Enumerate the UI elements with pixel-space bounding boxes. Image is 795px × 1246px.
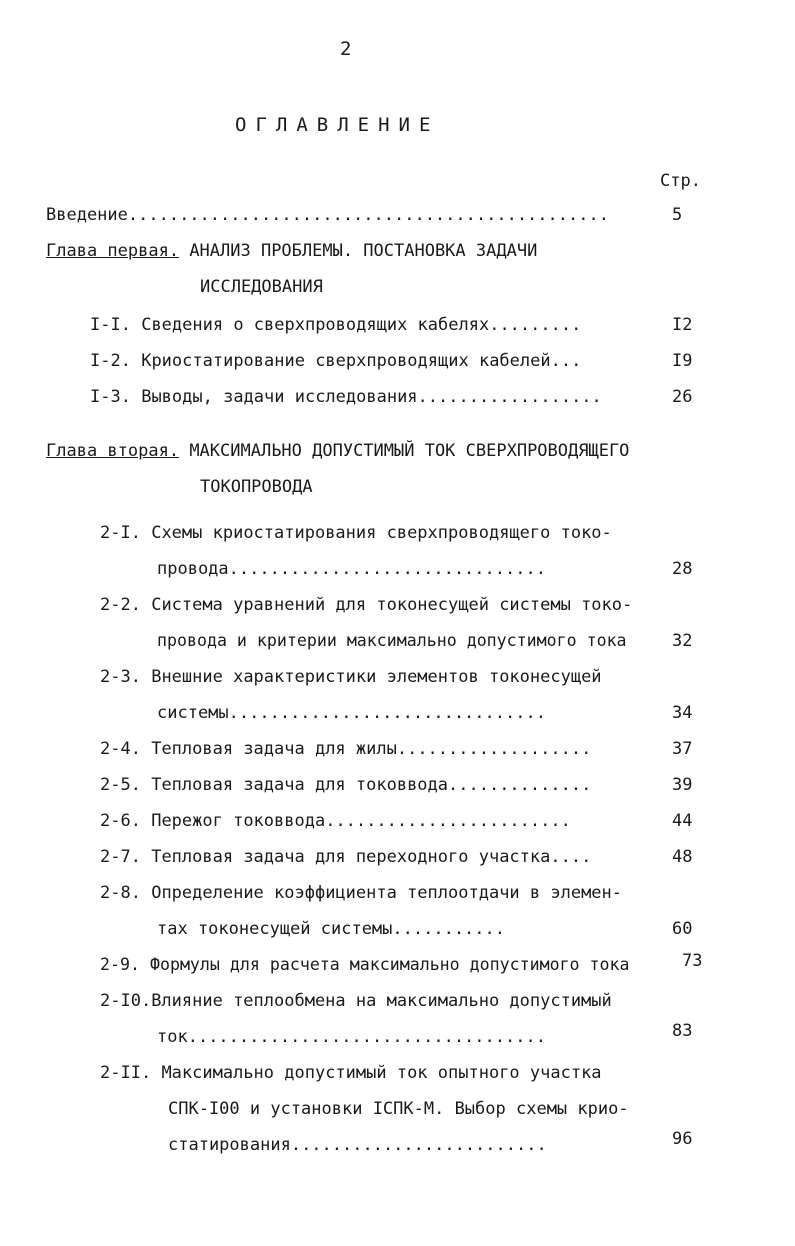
chapter-2-heading[interactable] — [46, 440, 629, 462]
section-number: 2-II. — [100, 1063, 152, 1083]
section-number: I-3. — [90, 387, 131, 407]
section-number: 2-4. — [100, 739, 141, 759]
toc-title: ОГЛАВЛЕНИЕ — [235, 114, 440, 136]
section-title-cont: тах токонесущей системы — [157, 919, 393, 939]
chapter-2-title-cont: ТОКОПРОВОДА — [200, 477, 313, 497]
section-number: I-I. — [90, 315, 131, 335]
section-title: Криостатирование сверхпроводящих кабелей — [141, 351, 551, 371]
leader-dots: ... — [550, 351, 582, 371]
toc-entry[interactable] — [90, 386, 602, 408]
toc-entry[interactable] — [100, 522, 612, 544]
leader-dots: ................................... — [187, 1027, 546, 1047]
toc-entry[interactable] — [100, 990, 612, 1012]
toc-page-number: 34 — [672, 703, 693, 723]
section-title-cont: провода — [157, 559, 229, 579]
toc-page-number: I9 — [672, 351, 693, 371]
page-number: 2 — [340, 38, 352, 60]
section-title: Схемы криостатирования сверхпроводящего токо- — [151, 523, 612, 543]
toc-entry[interactable] — [100, 810, 571, 832]
chapter-1-title-cont: ИССЛЕДОВАНИЯ — [200, 277, 323, 297]
toc-page-number: 73 — [682, 951, 703, 971]
toc-entry-cont[interactable] — [157, 630, 627, 652]
leader-dots: ........... — [392, 919, 505, 939]
toc-page-number: 96 — [672, 1129, 693, 1149]
toc-entry[interactable] — [100, 666, 602, 688]
leader-dots: ............................................... — [127, 205, 609, 225]
section-number: 2-8. — [100, 883, 141, 903]
chapter-2-title: МАКСИМАЛЬНО ДОПУСТИМЫЙ ТОК СВЕРХПРОВОДЯЩЕГО — [189, 441, 630, 461]
section-title: Влияние теплообмена на максимально допустимый — [151, 991, 612, 1011]
chapter-1-label: Глава первая. — [46, 241, 180, 261]
leader-dots: ......... — [489, 315, 582, 335]
toc-page-number: 37 — [672, 739, 693, 759]
toc-entry-cont[interactable] — [168, 1098, 629, 1120]
toc-entry-cont[interactable] — [157, 918, 505, 940]
toc-entry-cont[interactable] — [157, 702, 546, 724]
section-title-cont: статирования — [168, 1135, 291, 1155]
toc-entry[interactable] — [100, 774, 591, 796]
toc-page-number: I2 — [672, 315, 693, 335]
toc-page-number: 32 — [672, 631, 693, 651]
toc-page-number: 39 — [672, 775, 693, 795]
leader-dots: ......................... — [290, 1135, 547, 1155]
chapter-1-title: АНАЛИЗ ПРОБЛЕМЫ. ПОСТАНОВКА ЗАДАЧИ — [189, 241, 538, 261]
toc-entry[interactable] — [100, 1062, 602, 1084]
section-number: I-2. — [90, 351, 131, 371]
toc-entry[interactable] — [90, 350, 581, 372]
section-title: Формулы для расчета максимально допустимого тока — [149, 955, 630, 974]
section-title: Внешние характеристики элементов токонесущей — [151, 667, 602, 687]
toc-entry[interactable] — [100, 954, 630, 976]
toc-page-number: 44 — [672, 811, 693, 831]
section-title-cont: провода и критерии максимально допустимого тока — [157, 631, 627, 650]
leader-dots: .... — [550, 847, 592, 867]
section-title: Тепловая задача для токоввода — [151, 775, 449, 795]
leader-dots: ................... — [396, 739, 592, 759]
leader-dots: ............................... — [228, 703, 546, 723]
section-title: Тепловая задача для переходного участка — [151, 847, 551, 867]
toc-entry-intro[interactable] — [46, 204, 613, 226]
section-title: Сведения о сверхпроводящих кабелях — [141, 315, 490, 335]
toc-page-number: 28 — [672, 559, 693, 579]
toc-page-number: 48 — [672, 847, 693, 867]
leader-dots: .................. — [417, 387, 602, 407]
section-number: 2-I. — [100, 523, 141, 543]
section-title-cont: системы — [157, 703, 229, 723]
toc-entry-cont[interactable] — [157, 1026, 546, 1048]
toc-page-number: 26 — [672, 387, 693, 407]
section-title: Максимально допустимый ток опытного участка — [161, 1063, 602, 1083]
leader-dots: .............. — [448, 775, 592, 795]
section-number: 2-7. — [100, 847, 141, 867]
section-title: Пережог токоввода — [151, 811, 326, 831]
section-number: 2-3. — [100, 667, 141, 687]
toc-page-number: 60 — [672, 919, 693, 939]
section-title: Выводы, задачи исследования — [141, 387, 418, 407]
leader-dots: ........................ — [325, 811, 571, 831]
section-title-cont: ток — [157, 1027, 188, 1047]
leader-dots: ............................... — [228, 559, 546, 579]
toc-entry[interactable] — [100, 738, 591, 760]
page-column-header: Стр. — [660, 171, 701, 191]
toc-entry[interactable] — [100, 882, 622, 904]
section-title-cont: СПК-I00 и установки IСПК-М. Выбор схемы крио- — [168, 1099, 629, 1119]
toc-entry-cont[interactable] — [168, 1134, 547, 1156]
toc-entry[interactable] — [100, 846, 591, 868]
toc-entry-cont[interactable] — [157, 558, 546, 580]
toc-page-number: 83 — [672, 1021, 693, 1041]
section-number: 2-I0. — [100, 991, 152, 1011]
toc-entry-label: Введение — [46, 205, 128, 225]
section-title: Определение коэффициента теплоотдачи в элемен- — [151, 883, 623, 903]
section-title: Тепловая задача для жилы — [151, 739, 397, 759]
toc-entry[interactable] — [100, 594, 632, 616]
section-number: 2-2. — [100, 595, 141, 615]
chapter-2-label: Глава вторая. — [46, 441, 180, 461]
section-title: Система уравнений для токонесущей системы токо- — [151, 595, 633, 615]
chapter-1-heading[interactable] — [46, 240, 537, 262]
section-number: 2-5. — [100, 775, 141, 795]
section-number: 2-6. — [100, 811, 141, 831]
section-number: 2-9. — [100, 955, 140, 974]
toc-page-number: 5 — [672, 205, 683, 225]
toc-entry[interactable] — [90, 314, 581, 336]
